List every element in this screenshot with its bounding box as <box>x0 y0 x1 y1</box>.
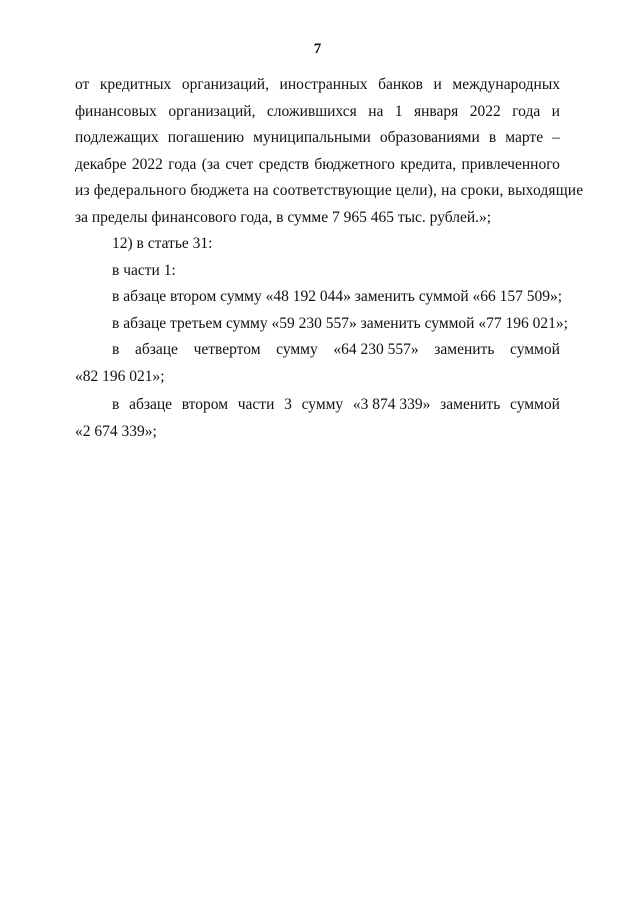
word: заменить <box>440 396 501 413</box>
word: подлежащих <box>75 129 159 146</box>
word: привлеченного <box>461 155 560 173</box>
word: «3 874 339» <box>352 396 431 413</box>
word: 1 <box>394 102 403 120</box>
part-1-heading: в части 1: <box>112 261 176 279</box>
word: заменить <box>434 341 495 358</box>
amendment-part3-line1 <box>75 392 560 419</box>
word: муниципальными <box>253 129 371 146</box>
word: в <box>112 396 120 413</box>
word: января <box>414 102 459 120</box>
word: организаций, <box>168 102 256 120</box>
paragraph-line <box>75 152 560 179</box>
word: втором <box>181 396 229 413</box>
word: финансовых <box>75 102 157 120</box>
word: и <box>551 102 560 120</box>
word: на <box>368 102 384 120</box>
word: года <box>168 155 197 173</box>
word: банков <box>378 76 423 93</box>
word: и <box>433 76 442 93</box>
amendment-second-paragraph: в абзаце втором сумму «48 192 044» заменить суммой «66 157 509»; <box>112 288 563 305</box>
word: иностранных <box>279 76 368 93</box>
word: от <box>75 76 90 93</box>
word: года <box>512 102 541 120</box>
word: кредитных <box>99 76 172 93</box>
word: марте <box>505 129 544 146</box>
word: в <box>112 341 120 358</box>
paragraph-line <box>75 99 560 126</box>
word: сумму <box>301 396 344 413</box>
word: 3 <box>284 396 292 413</box>
word: части <box>237 396 275 413</box>
word: абзаце <box>134 341 178 358</box>
paragraph-line: за пределы финансового года, в сумме 7 965 465 тыс. рублей.»; <box>75 208 492 226</box>
amendment-fourth-line1 <box>75 337 560 364</box>
item-12-heading: 12) в статье 31: <box>112 235 213 252</box>
word: международных <box>452 76 560 93</box>
word: (за <box>201 155 220 173</box>
word: сложившихся <box>266 102 357 120</box>
word: средств <box>258 155 309 173</box>
word: кредита, <box>400 155 457 173</box>
word: четвертом <box>193 341 261 358</box>
amendment-part3-line2: «2 674 339»; <box>75 422 157 440</box>
word: организаций, <box>181 76 269 93</box>
word: суммой <box>510 396 560 413</box>
word: 2022 <box>131 155 163 173</box>
word: декабре <box>75 155 127 173</box>
word: погашению <box>167 129 245 146</box>
word: – <box>552 129 560 146</box>
word: счет <box>225 155 254 173</box>
word: абзаце <box>129 396 173 413</box>
paragraph-line <box>75 72 560 99</box>
word: сумму <box>276 341 318 358</box>
word: 2022 <box>469 102 501 120</box>
word: в <box>488 129 497 146</box>
amendment-fourth-line2: «82 196 021»; <box>75 367 165 385</box>
document-body <box>75 72 584 445</box>
paragraph-line <box>75 125 560 152</box>
word: суммой <box>510 341 560 358</box>
page-number: 7 <box>313 41 322 57</box>
word: бюджетного <box>314 155 395 173</box>
paragraph-line: из федерального бюджета на соответствующие цели), на сроки, выходящие <box>75 182 584 199</box>
word: образованиями <box>379 129 480 146</box>
word: «64 230 557» <box>333 341 419 358</box>
amendment-third-paragraph: в абзаце третьем сумму «59 230 557» заменить суммой «77 196 021»; <box>112 314 568 332</box>
